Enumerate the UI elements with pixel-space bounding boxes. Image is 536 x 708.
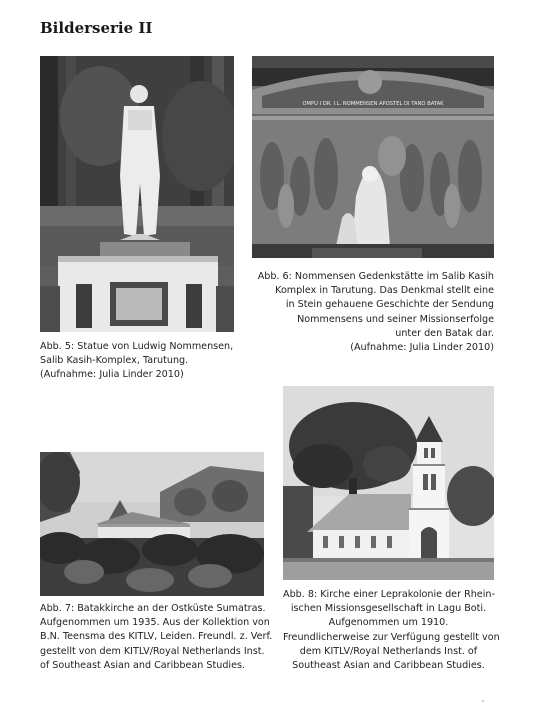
photo-memorial-relief: [252, 56, 494, 258]
caption-line: Aufgenommen um 1935. Aus der Kollektion von: [40, 617, 270, 629]
page-title: Bilderserie II: [40, 19, 153, 37]
caption-line: Abb. 5: Statue von Ludwig Nommensen,: [40, 341, 234, 352]
photo-batak-church: [40, 452, 264, 596]
caption-line: Abb. 8: Kirche einer Leprakolonie der Rhein-: [283, 589, 495, 600]
caption-abb5: [40, 340, 233, 383]
caption-line: (Aufnahme: Julia Linder 2010): [40, 369, 184, 381]
caption-abb7: [40, 602, 272, 673]
caption-abb8: [283, 588, 500, 673]
caption-line: ischen Missionsgesellschaft in Lagu Boti.: [290, 603, 487, 615]
caption-abb6: [258, 270, 494, 355]
caption-line: of Southeast Asian and Caribbean Studies.: [40, 659, 246, 671]
caption-line: Abb. 7: Batakkirche an der Ostküste Sumatras.: [40, 603, 266, 614]
page-dot: [482, 700, 484, 702]
caption-line: dem KITLV/Royal Netherlands Inst. of: [299, 645, 478, 657]
caption-line: (Aufnahme: Julia Linder 2010): [350, 342, 494, 354]
banner-inscription: OMPU I DR. I.L. NOMMENSEN APOSTEL DI TANO BATAK: [302, 101, 444, 107]
caption-line: Salib Kasih-Komplex, Tarutung.: [40, 355, 189, 367]
caption-line: Aufgenommen um 1910.: [328, 617, 449, 629]
photo-leprosy-church: [283, 386, 494, 580]
caption-line: Nommensens und seiner Missionserfolge: [297, 313, 494, 325]
caption-line: Freundlicherweise zur Verfügung gestellt von: [283, 631, 500, 643]
caption-line: Komplex in Tarutung. Das Denkmal stellt eine: [275, 285, 494, 297]
caption-line: B.N. Teensma des KITLV, Leiden. Freundl. z. Verf.: [40, 631, 273, 643]
photo-statue-nommensen: [40, 56, 234, 332]
caption-line: in Stein gehauene Geschichte der Sendung: [285, 299, 494, 311]
caption-line: Southeast Asian and Caribbean Studies.: [292, 660, 485, 672]
caption-line: unter den Batak dar.: [395, 327, 494, 339]
caption-line: gestellt von dem KITLV/Royal Netherlands Inst.: [40, 645, 265, 657]
caption-line: Abb. 6: Nommensen Gedenkstätte im Salib Kasih: [257, 271, 494, 282]
